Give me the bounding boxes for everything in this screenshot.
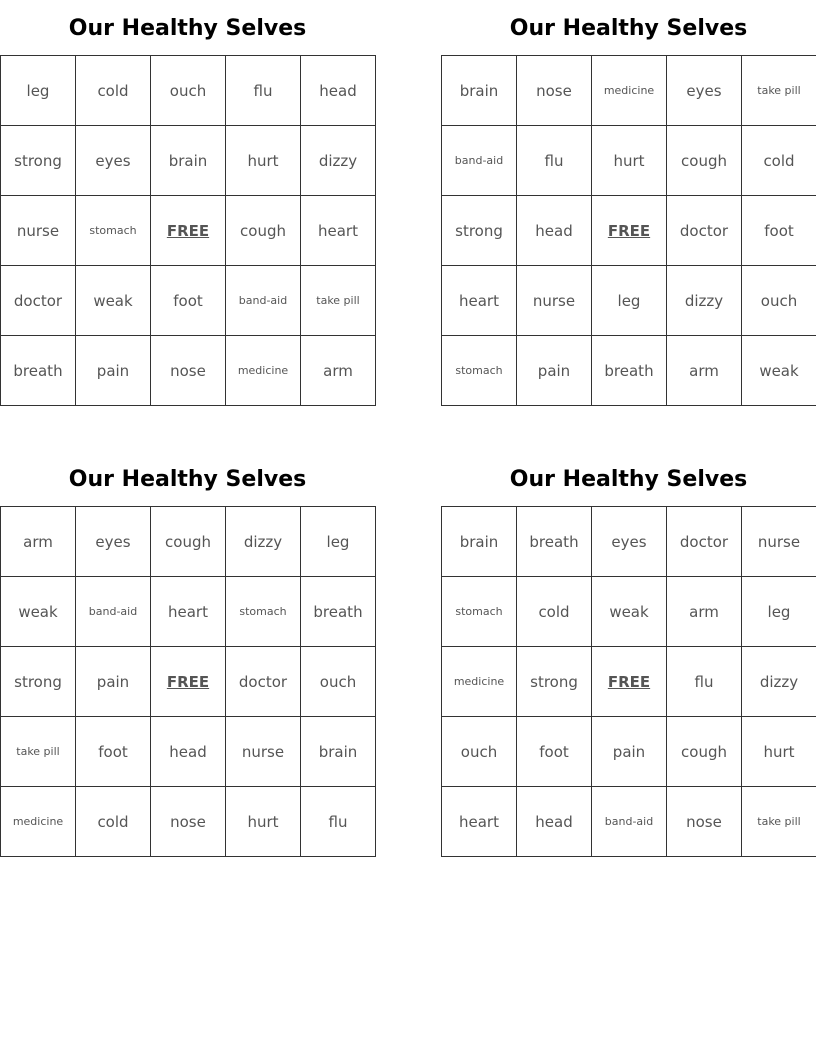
bingo-cell: breath [592,336,667,406]
bingo-cell: heart [151,577,226,647]
grid-row [1,577,376,647]
bingo-cell: pain [517,336,592,406]
bingo-cell: stomach [442,577,517,647]
bingo-cell: flu [667,647,742,717]
bingo-card-3 [0,451,375,857]
bingo-cell: nose [517,56,592,126]
bingo-cell: band-aid [592,787,667,857]
grid-row [442,717,816,787]
bingo-cell: doctor [1,266,76,336]
bingo-cell: doctor [667,507,742,577]
card-title: Our Healthy Selves [68,467,307,492]
bingo-cell: breath [1,336,76,406]
bingo-cell: doctor [226,647,301,717]
free-space: FREE [151,196,226,266]
bingo-cell: dizzy [742,647,816,717]
bingo-cell: nurse [742,507,816,577]
bingo-cell: band-aid [226,266,301,336]
bingo-cell: brain [442,56,517,126]
card-title: Our Healthy Selves [68,16,307,41]
bingo-cell: hurt [742,717,816,787]
bingo-card-2 [441,0,816,406]
bingo-cell: take pill [742,56,816,126]
card-title: Our Healthy Selves [509,467,748,492]
bingo-cell: head [517,787,592,857]
bingo-cell: take pill [301,266,376,336]
bingo-card-4 [441,451,816,857]
bingo-cell: foot [151,266,226,336]
grid-row [442,507,816,577]
grid-row [442,336,816,406]
bingo-cell: doctor [667,196,742,266]
bingo-cell: stomach [226,577,301,647]
bingo-cell: eyes [76,126,151,196]
bingo-cell: nurse [226,717,301,787]
bingo-cell: leg [1,56,76,126]
free-space: FREE [151,647,226,717]
bingo-cell: pain [76,647,151,717]
bingo-cell: take pill [1,717,76,787]
free-space: FREE [592,647,667,717]
bingo-grid [0,506,376,857]
bingo-card-1 [0,0,375,406]
bingo-cell: ouch [301,647,376,717]
bingo-grid [441,506,816,857]
bingo-cell: flu [226,56,301,126]
bingo-cell: cold [76,56,151,126]
grid-row [1,196,376,266]
bingo-cell: stomach [76,196,151,266]
bingo-cell: head [517,196,592,266]
bingo-cell: nose [151,336,226,406]
bingo-cell: arm [667,336,742,406]
bingo-cell: band-aid [442,126,517,196]
bingo-cell: nose [667,787,742,857]
bingo-cell: brain [442,507,517,577]
free-space: FREE [592,196,667,266]
bingo-cell: weak [1,577,76,647]
grid-row [442,266,816,336]
bingo-cell: cold [517,577,592,647]
grid-row [442,787,816,857]
bingo-grid [0,55,376,406]
bingo-cell: foot [742,196,816,266]
grid-row [1,507,376,577]
bingo-cell: arm [301,336,376,406]
grid-row [1,126,376,196]
bingo-cell: ouch [742,266,816,336]
bingo-cell: cough [226,196,301,266]
bingo-cell: foot [517,717,592,787]
bingo-cell: strong [1,647,76,717]
bingo-cell: weak [592,577,667,647]
bingo-cell: strong [442,196,517,266]
bingo-cell: head [301,56,376,126]
bingo-cell: strong [517,647,592,717]
grid-row [442,126,816,196]
bingo-cell: medicine [592,56,667,126]
bingo-cell: ouch [442,717,517,787]
bingo-cell: pain [592,717,667,787]
bingo-cell: hurt [592,126,667,196]
bingo-cell: ouch [151,56,226,126]
grid-row [1,56,376,126]
bingo-cell: heart [442,787,517,857]
bingo-cell: leg [592,266,667,336]
bingo-cell: breath [301,577,376,647]
bingo-cell: nose [151,787,226,857]
bingo-cell: hurt [226,787,301,857]
bingo-cell: eyes [76,507,151,577]
bingo-grid [441,55,816,406]
bingo-cell: heart [442,266,517,336]
bingo-cell: nurse [517,266,592,336]
bingo-cell: flu [517,126,592,196]
bingo-cell: arm [1,507,76,577]
bingo-cell: heart [301,196,376,266]
bingo-cell: pain [76,336,151,406]
bingo-cell: take pill [742,787,816,857]
grid-row [1,266,376,336]
grid-row [1,647,376,717]
bingo-cell: cough [667,126,742,196]
grid-row [1,336,376,406]
bingo-cell: medicine [1,787,76,857]
bingo-cell: cold [742,126,816,196]
bingo-cell: head [151,717,226,787]
bingo-cell: arm [667,577,742,647]
grid-row [442,196,816,266]
bingo-cell: breath [517,507,592,577]
bingo-cell: cough [667,717,742,787]
bingo-cell: leg [301,507,376,577]
bingo-cell: stomach [442,336,517,406]
bingo-cell: strong [1,126,76,196]
bingo-cell: cough [151,507,226,577]
grid-row [442,577,816,647]
grid-row [1,717,376,787]
bingo-cell: foot [76,717,151,787]
bingo-cell: dizzy [301,126,376,196]
bingo-cell: brain [151,126,226,196]
bingo-cell: dizzy [667,266,742,336]
bingo-cell: weak [76,266,151,336]
bingo-cell: weak [742,336,816,406]
bingo-cell: cold [76,787,151,857]
card-title: Our Healthy Selves [509,16,748,41]
bingo-cell: eyes [667,56,742,126]
bingo-cell: band-aid [76,577,151,647]
bingo-cell: brain [301,717,376,787]
bingo-cell: nurse [1,196,76,266]
bingo-cell: dizzy [226,507,301,577]
grid-row [442,647,816,717]
bingo-cell: medicine [226,336,301,406]
bingo-cell: flu [301,787,376,857]
grid-row [442,56,816,126]
bingo-cell: hurt [226,126,301,196]
bingo-cell: leg [742,577,816,647]
grid-row [1,787,376,857]
bingo-cell: eyes [592,507,667,577]
bingo-cell: medicine [442,647,517,717]
